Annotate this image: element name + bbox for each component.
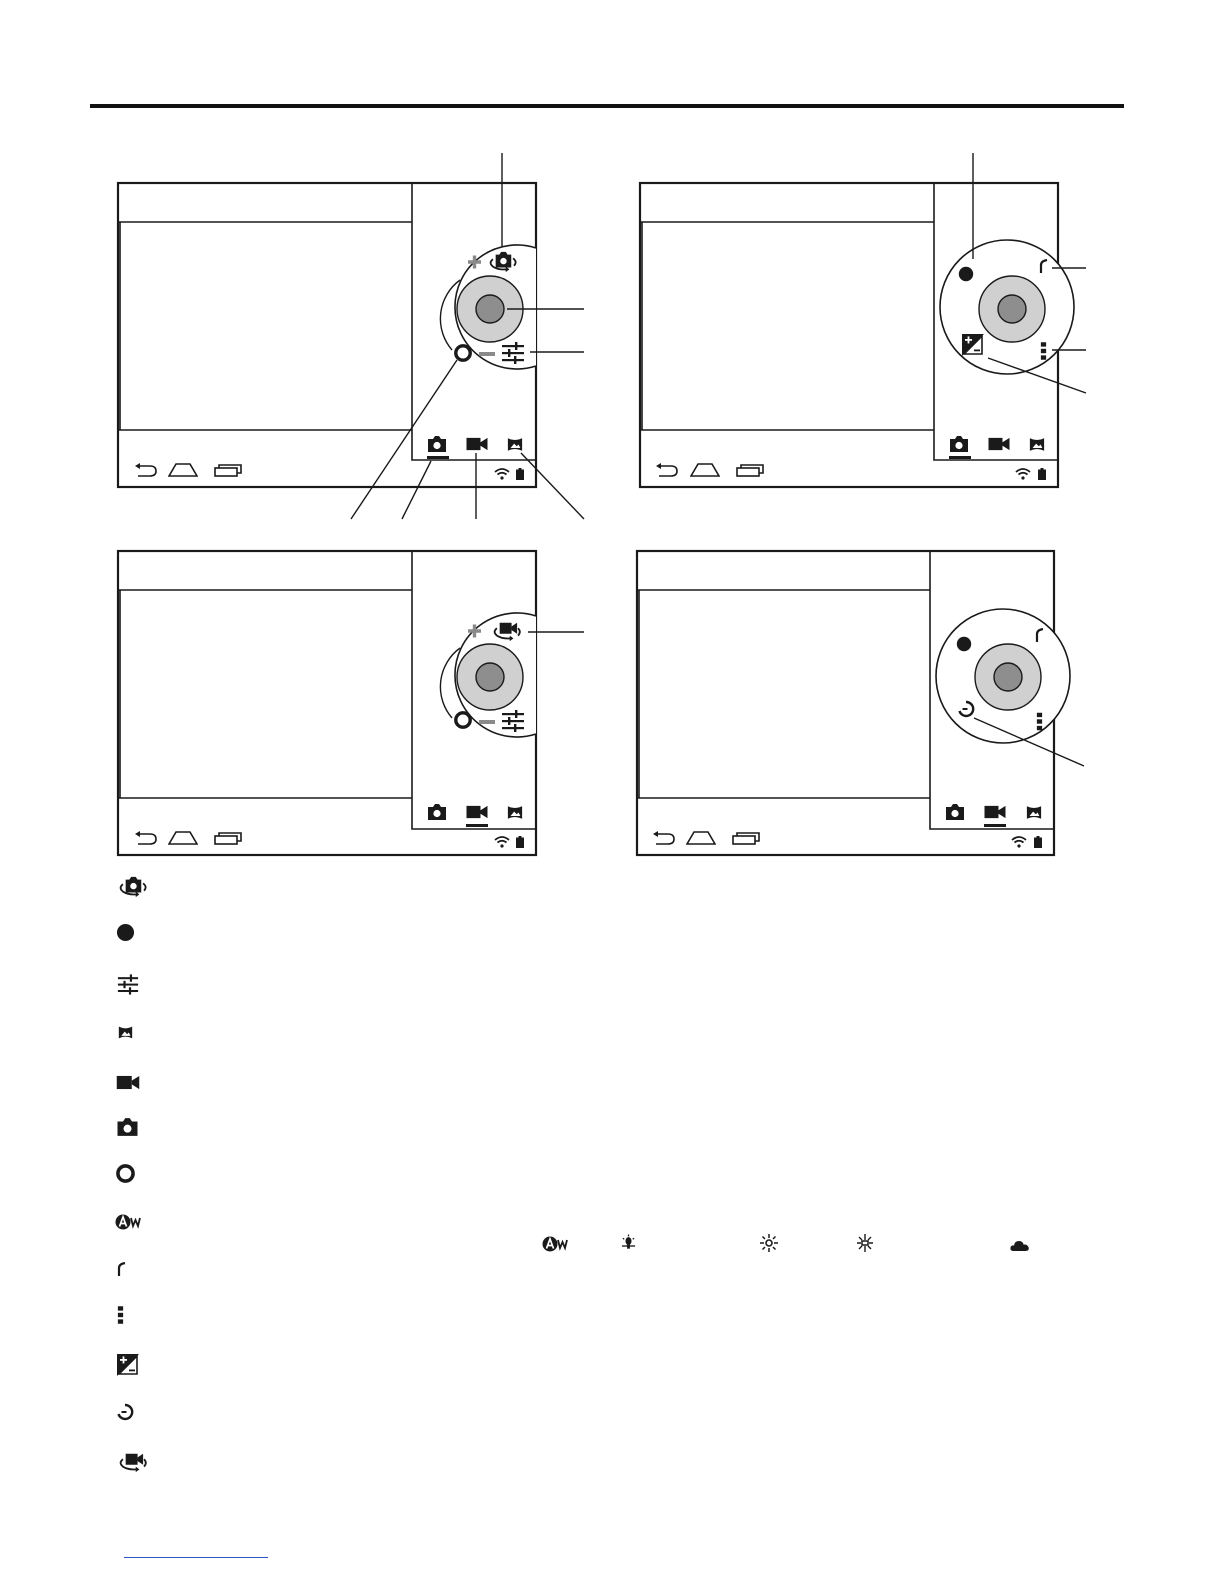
- video-camera-icon[interactable]: [989, 438, 1010, 450]
- shutter-ring-icon[interactable]: [456, 346, 470, 360]
- active-mode-underline: [984, 824, 1006, 827]
- more-options-icon[interactable]: [1041, 342, 1046, 360]
- back-icon[interactable]: [653, 831, 674, 844]
- legend-exposure-compensation-icon: [117, 1354, 139, 1376]
- screen-video-mode: [118, 551, 584, 855]
- battery-icon: [516, 468, 524, 480]
- legend-panorama-icon: [119, 1027, 132, 1039]
- legend-white-balance-auto-icon: [116, 1215, 141, 1230]
- legend-camera-icon: [118, 1118, 138, 1136]
- zoom-minus-icon[interactable]: [479, 720, 495, 724]
- legend-video-camera-icon: [117, 1076, 140, 1089]
- white-balance-options: [543, 1234, 1029, 1252]
- screen-video-settings: [637, 551, 1084, 855]
- battery-icon: [516, 836, 524, 848]
- active-mode-underline: [427, 456, 449, 459]
- video-camera-icon[interactable]: [467, 806, 488, 818]
- wifi-icon: [495, 469, 509, 480]
- wb-auto-icon: [543, 1237, 568, 1252]
- camera-icon[interactable]: [950, 436, 968, 452]
- home-icon[interactable]: [169, 464, 197, 476]
- exposure-compensation-icon[interactable]: [962, 334, 984, 356]
- back-icon[interactable]: [656, 463, 677, 476]
- panorama-icon[interactable]: [1030, 438, 1044, 450]
- dial[interactable]: [940, 240, 1074, 374]
- settings-sliders-icon[interactable]: [502, 710, 524, 732]
- record-dot-icon[interactable]: [957, 637, 971, 651]
- legend-shutter-ring-icon: [118, 1166, 133, 1181]
- screen-photo-mode: [118, 153, 584, 519]
- footer-link-underline[interactable]: [124, 1557, 268, 1558]
- wifi-icon: [1016, 469, 1030, 480]
- wb-daylight-icon: [760, 1234, 778, 1252]
- camera-icon[interactable]: [946, 804, 964, 820]
- panorama-icon[interactable]: [508, 806, 522, 818]
- shutter-ring-icon[interactable]: [456, 713, 470, 727]
- recents-icon[interactable]: [215, 465, 241, 476]
- legend-switch-video-camera-icon: [121, 1454, 146, 1472]
- zoom-minus-icon[interactable]: [479, 352, 495, 356]
- active-mode-underline: [949, 456, 971, 459]
- home-icon[interactable]: [687, 832, 715, 844]
- legend-self-timer-icon: [119, 1405, 133, 1419]
- camera-icon[interactable]: [428, 804, 446, 820]
- panorama-icon[interactable]: [508, 438, 522, 450]
- recents-icon[interactable]: [733, 833, 759, 844]
- screen-photo-settings: [640, 153, 1086, 487]
- camera-icon[interactable]: [428, 436, 446, 452]
- panorama-icon[interactable]: [1027, 806, 1041, 818]
- record-dot-icon[interactable]: [959, 267, 973, 281]
- wb-fluorescent-icon: [857, 1234, 873, 1252]
- wb-cloudy-icon: [1010, 1241, 1028, 1251]
- active-mode-underline: [466, 824, 488, 827]
- recents-icon[interactable]: [737, 465, 763, 476]
- back-icon[interactable]: [135, 831, 156, 844]
- wifi-icon: [495, 837, 509, 848]
- back-icon[interactable]: [135, 463, 156, 476]
- legend-flash-corner-icon: [119, 1263, 125, 1276]
- legend-settings-sliders-icon: [118, 974, 138, 994]
- video-camera-icon[interactable]: [467, 438, 488, 450]
- icon-legend: [116, 877, 146, 1472]
- home-icon[interactable]: [169, 832, 197, 844]
- recents-icon[interactable]: [215, 833, 241, 844]
- battery-icon: [1034, 836, 1042, 848]
- more-options-icon[interactable]: [1037, 713, 1042, 731]
- legend-record-dot-icon: [117, 924, 134, 941]
- legend-switch-camera-icon: [121, 877, 146, 897]
- legend-more-options-icon: [118, 1306, 123, 1324]
- dial[interactable]: [936, 609, 1070, 743]
- settings-sliders-icon[interactable]: [502, 342, 524, 364]
- home-icon[interactable]: [691, 464, 719, 476]
- wifi-icon: [1012, 837, 1026, 848]
- battery-icon: [1038, 468, 1046, 480]
- video-camera-icon[interactable]: [985, 806, 1006, 818]
- wb-incandescent-icon: [622, 1235, 635, 1249]
